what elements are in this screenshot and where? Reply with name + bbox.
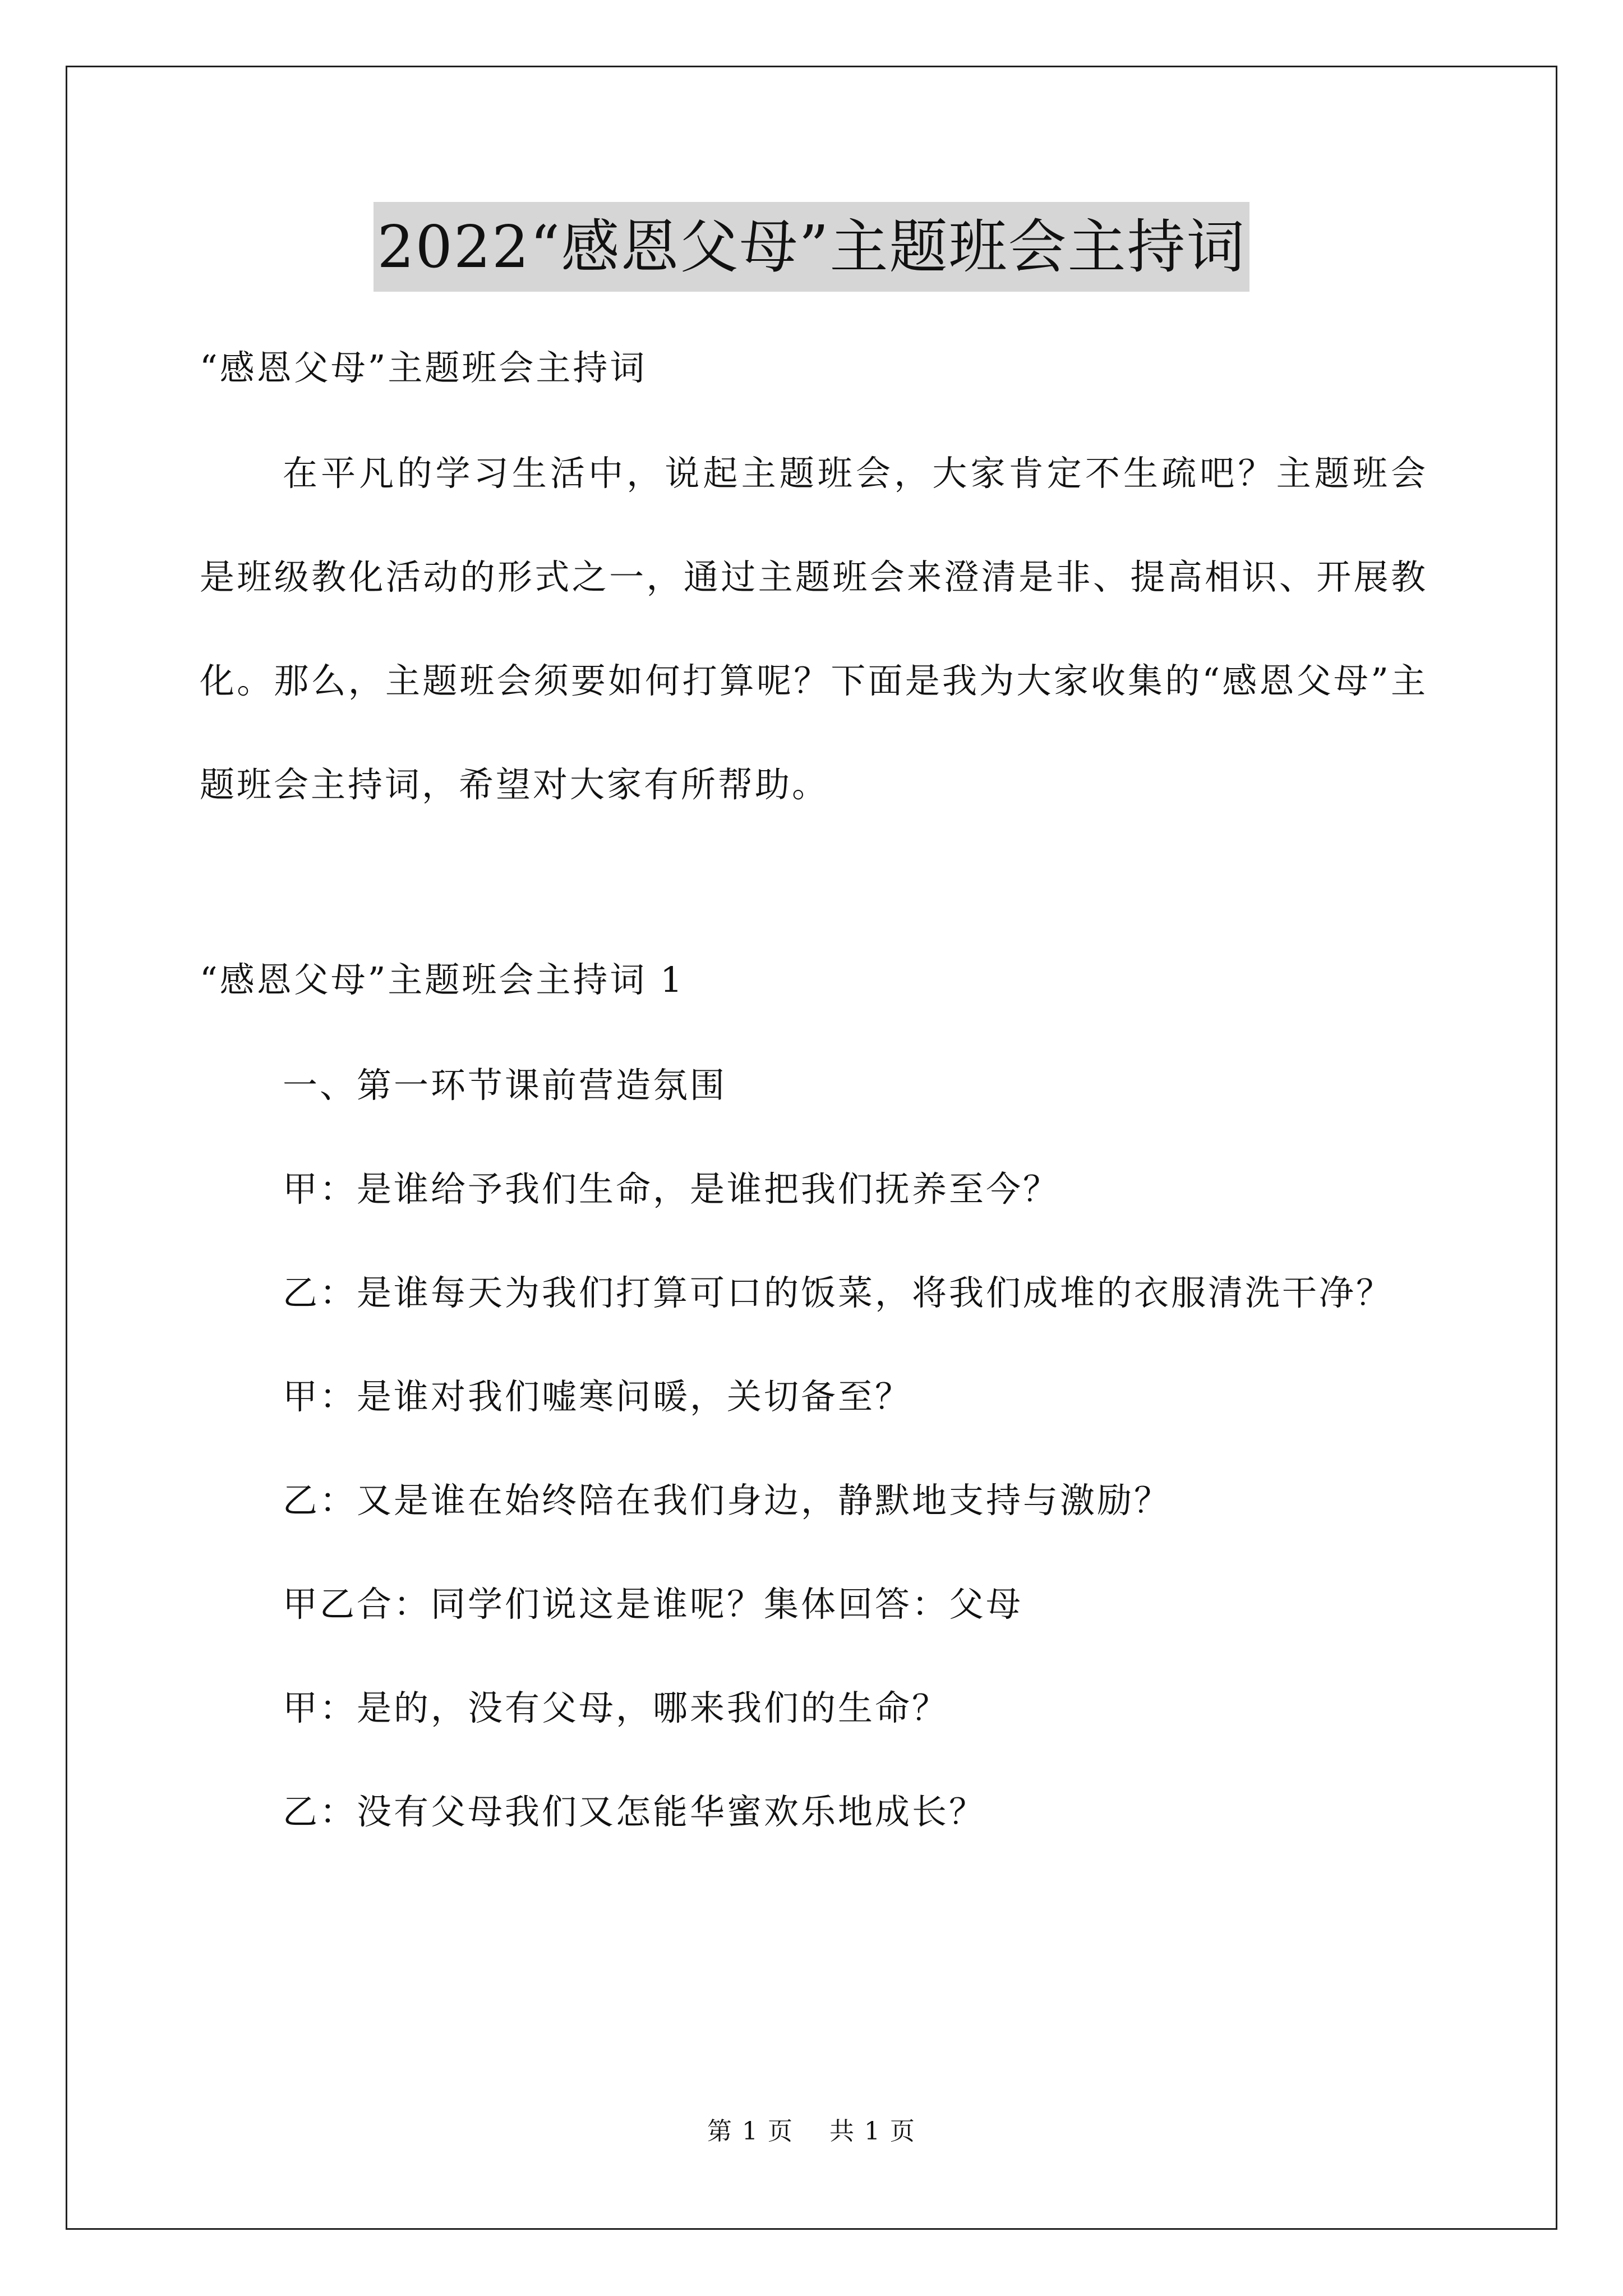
- dialogue-line: 一、第一环节课前营造氛围: [283, 1065, 727, 1106]
- dialogue-line: 乙：又是谁在始终陪在我们身边，静默地支持与激励？: [283, 1480, 1172, 1521]
- document-body: [200, 342, 1428, 1864]
- title-wrap: [0, 202, 1623, 292]
- page-total: 共 1 页: [829, 2117, 916, 2146]
- dialogue-line: 乙：是谁每天为我们打算可口的饭菜，将我们成堆的衣服清洗干净？: [283, 1272, 1394, 1313]
- dialogue-line: 甲：是的，没有父母，哪来我们的生命？: [283, 1687, 949, 1728]
- dialogue-line: 甲乙合：同学们说这是谁呢？集体回答：父母: [283, 1584, 1023, 1625]
- page-number: 第 1 页: [707, 2117, 794, 2146]
- dialogue-line: 甲：是谁对我们嘘寒问暖，关切备至？: [283, 1376, 912, 1417]
- document-title: 2022“感恩父母”主题班会主持词: [374, 202, 1249, 292]
- intro-paragraph: 在平凡的学习生活中，说起主题班会，大家肯定不生疏吧？主题班会是班级教化活动的形式之一，通过主题班会来澄清是非、提高相识、开展教化。那么，主题班会须要如何打算呢？下面是我为大家收集的“感恩父母”主题班会主持词，希望对大家有所帮助。: [200, 453, 1428, 805]
- page-footer: [0, 2115, 1623, 2148]
- section-heading: “感恩父母”主题班会主持词 1: [200, 959, 685, 1000]
- document-subtitle: “感恩父母”主题班会主持词: [200, 347, 647, 388]
- dialogue-line: 甲：是谁给予我们生命，是谁把我们抚养至今？: [283, 1168, 1061, 1209]
- section-gap: [200, 836, 1428, 954]
- dialogue-line: 乙：没有父母我们又怎能华蜜欢乐地成长？: [283, 1791, 986, 1832]
